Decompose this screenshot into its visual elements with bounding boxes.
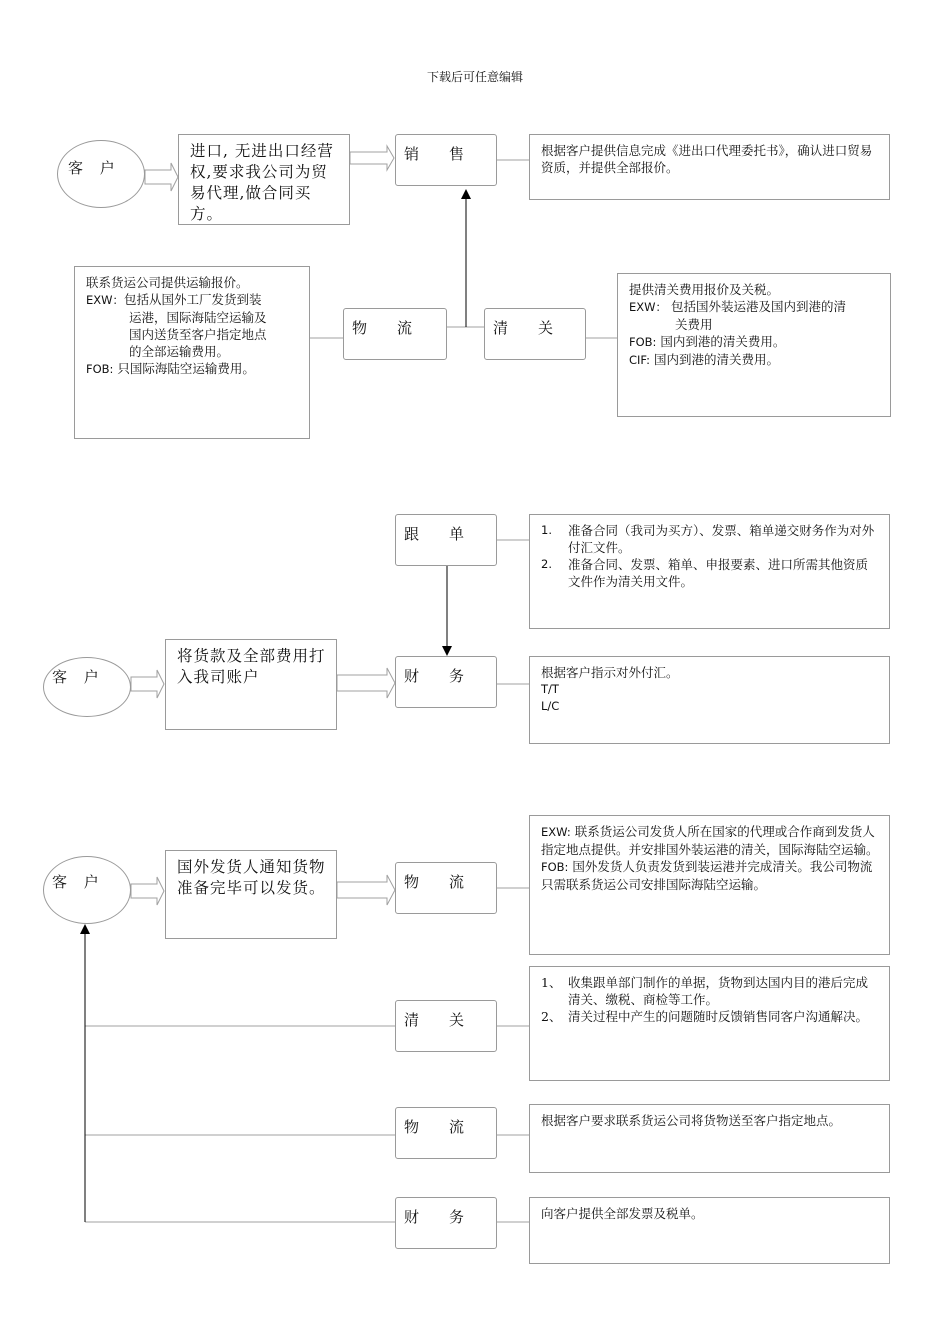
- docs-note: [529, 514, 890, 629]
- customs-note-1: 提供清关费用报价及关税。 EXW： 包括国外装运港及国内到港的清 关费用 FOB: 国内到港的清关费用。 CIF: 国内到港的清关费用。: [617, 273, 891, 417]
- block-arrow-customer-to-request-2: [131, 670, 164, 698]
- customs-note-item: 1、 收集跟单部门制作的单据，货物到达国内目的港后完成清关、缴税、商检等工作。: [541, 975, 869, 1007]
- logistics-note-3: EXW: 联系货运公司发货人所在国家的代理或合作商到发货人指定地点提供。并安排国外装运港的清关，国际海陆空运输。 FOB: 国外发货人负责发货到装运港并完成清关。我公司物流只需联系货运公司安排国际海陆空运输。: [529, 815, 890, 955]
- sales-note: 根据客户提供信息完成《进出口代理委托书》，确认进口贸易资质，并提供全部报价。: [529, 134, 890, 200]
- request-box-3: 国外发货人通知货物准备完毕可以发货。: [165, 850, 337, 939]
- block-arrow-customer-to-request-1: [145, 163, 178, 191]
- block-arrow-customer-to-request-3: [131, 877, 164, 905]
- finance-note-3: 向客户提供全部发票及税单。: [529, 1197, 890, 1264]
- docs-node: 跟 单: [395, 514, 497, 566]
- customs-node-3: 清 关: [395, 1000, 497, 1052]
- finance-node-1: 财 务: [395, 656, 497, 708]
- request-box-2: 将货款及全部费用打入我司账户: [165, 639, 337, 730]
- block-arrow-request-to-finance: [337, 668, 395, 698]
- customs-note-3: [529, 966, 890, 1081]
- customs-note-item: 2、 清关过程中产生的问题随时反馈销售同客户沟通解决。: [541, 1009, 869, 1024]
- finance-node-3: 财 务: [395, 1197, 497, 1249]
- logistics-node-1: 物 流: [343, 308, 447, 360]
- block-arrow-request-to-logistics: [337, 875, 395, 905]
- customer-node-1: 客 户: [57, 140, 145, 208]
- customer-node-2: 客 户: [43, 657, 131, 717]
- docs-note-item: 1. 准备合同（我司为买方）、发票、箱单递交财务作为对外付汇文件。: [541, 523, 875, 555]
- logistics-node-3: 物 流: [395, 862, 497, 914]
- page-header: 下载后可任意编辑: [426, 70, 523, 84]
- finance-note-1: 根据客户指示对外付汇。 T/T L/C: [529, 656, 890, 744]
- docs-note-item: 2. 准备合同、发票、箱单、申报要素、进口所需其他资质文件作为清关用文件。: [541, 557, 869, 589]
- customer-node-3: 客 户: [43, 856, 131, 924]
- request-box-1: 进口, 无进出口经营权,要求我公司为贸易代理,做合同买方。: [178, 134, 350, 225]
- logistics-note-1: 联系货运公司提供运输报价。 EXW：包括从国外工厂发货到装 运港，国际海陆空运输及 国内送货至客户指定地点 的全部运输费用。 FOB: 只国际海陆空运输费用。: [74, 266, 310, 439]
- sales-node: 销 售: [395, 134, 497, 186]
- customs-node-1: 清 关: [484, 308, 586, 360]
- block-arrow-request-to-sales: [350, 146, 394, 170]
- logistics-node-4: 物 流: [395, 1107, 497, 1159]
- logistics-note-4: 根据客户要求联系货运公司将货物送至客户指定地点。: [529, 1104, 890, 1173]
